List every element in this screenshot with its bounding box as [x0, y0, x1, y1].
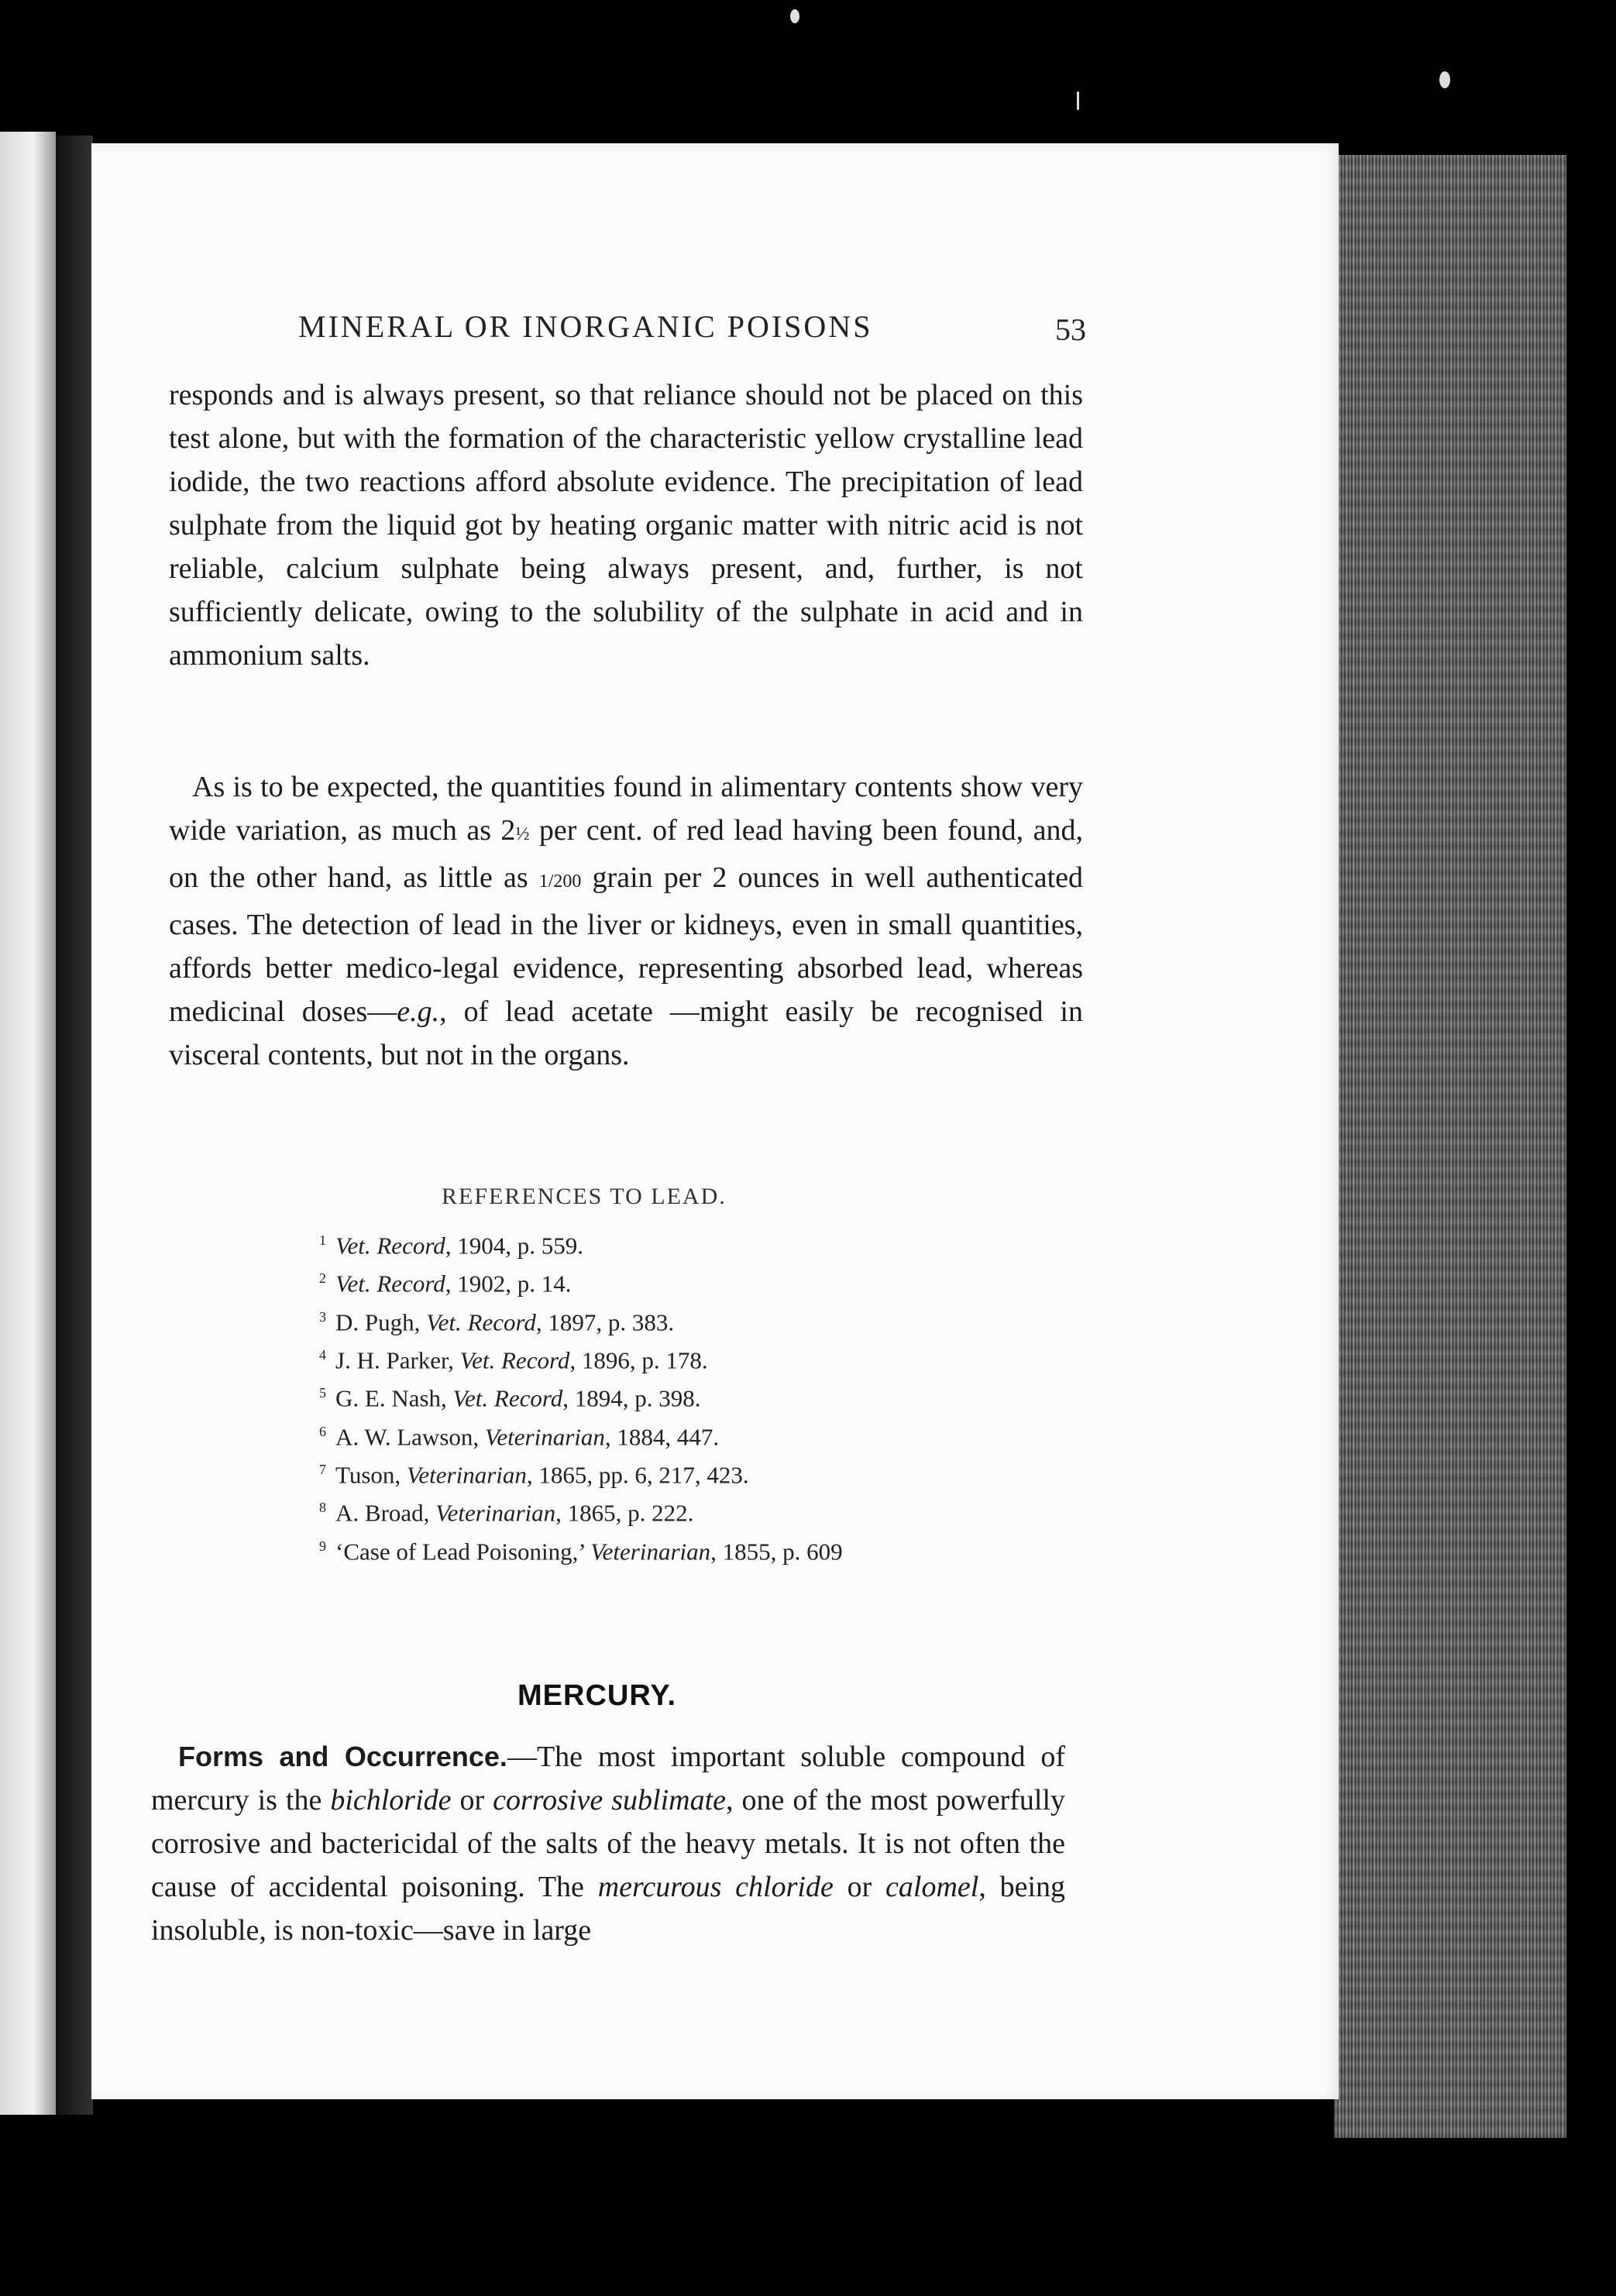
reference-item: [319, 1339, 1094, 1377]
paragraph: [169, 765, 1083, 1077]
dust-speck: [790, 9, 799, 23]
gutter-shadow: [56, 136, 93, 2115]
dust-speck: [1439, 71, 1450, 88]
reference-number: 4: [319, 1346, 326, 1363]
italic-text: bichloride: [330, 1784, 452, 1817]
reference-author: ‘Case of Lead Poisoning,’: [335, 1537, 591, 1565]
reference-journal: Vet. Record: [426, 1308, 536, 1335]
reference-number: 9: [319, 1538, 326, 1554]
run-in-heading: Forms and Occurrence.: [178, 1741, 507, 1772]
italic-text: calomel: [885, 1871, 979, 1903]
reference-journal: Veterinarian: [590, 1537, 711, 1565]
reference-journal: Veterinarian: [406, 1461, 527, 1489]
reference-number: 6: [319, 1423, 326, 1439]
text-run: , one of the most powerfully corrosive and bactericidal of the salts of the heavy metals. It is not often the cause of accidental poisoning. The: [151, 1784, 1065, 1903]
paragraph: [151, 1735, 1065, 1952]
reference-journal: Vet. Record: [459, 1346, 570, 1374]
reference-number: 1: [319, 1232, 326, 1248]
text-run: —The most important soluble compound of mercury is the: [151, 1741, 1065, 1817]
references-title: REFERENCES TO LEAD.: [442, 1184, 727, 1209]
reference-item: [319, 1491, 1094, 1529]
reference-author: G. E. Nash,: [335, 1384, 453, 1412]
reference-number: 8: [319, 1500, 326, 1516]
text-run: , of lead acetate —might easily be recognised in visceral contents, but not in the organs.: [169, 995, 1083, 1071]
fraction: ½: [515, 824, 530, 844]
reference-item: [319, 1453, 1094, 1491]
reference-journal: Vet. Record: [335, 1270, 445, 1298]
reference-item: [319, 1530, 1094, 1568]
section-heading: MERCURY.: [517, 1679, 677, 1712]
reference-citation: , 1855, p. 609: [710, 1537, 843, 1565]
reference-item: [319, 1415, 1094, 1453]
text-run: or: [833, 1871, 886, 1903]
reference-citation: , 1896, p. 178.: [569, 1346, 708, 1374]
reference-journal: Vet. Record: [335, 1232, 445, 1260]
page-stack-edge: [1334, 155, 1566, 2138]
reference-number: 3: [319, 1308, 326, 1325]
running-head: MINERAL OR INORGANIC POISONS: [298, 309, 873, 344]
reference-citation: , 1897, p. 383.: [535, 1308, 675, 1335]
reference-author: A. Broad,: [335, 1499, 436, 1527]
reference-number: 5: [319, 1385, 326, 1401]
reference-citation: , 1865, pp. 6, 217, 423.: [526, 1461, 749, 1489]
reference-author: D. Pugh,: [335, 1308, 427, 1335]
reference-item: [319, 1377, 1094, 1414]
reference-number: 7: [319, 1461, 326, 1477]
text-run: grain per 2 ounces in well authenticated cases. The detection of lead in the liver or kidneys, even in small quantities, affords better medico-legal evidence, representing absorbed lead, whereas medicinal doses—: [169, 861, 1083, 1028]
reference-item: [319, 1262, 1094, 1300]
reference-number: 2: [319, 1270, 326, 1287]
text-run: per cent. of red lead having been found, and, on the other hand, as little as: [169, 814, 1083, 894]
text-run: , being insoluble, is non-toxic—save in large: [151, 1871, 1066, 1947]
reference-journal: Vet. Record: [452, 1384, 563, 1412]
reference-author: A. W. Lawson,: [335, 1422, 485, 1450]
reference-citation: , 1904, p. 559.: [445, 1232, 583, 1260]
page-number: 53: [1055, 312, 1086, 347]
text-run: As is to be expected, the quantities found in alimentary contents show very wide variation, as much as 2: [169, 771, 1083, 847]
reference-journal: Veterinarian: [435, 1499, 556, 1527]
reference-citation: , 1894, p. 398.: [562, 1384, 701, 1412]
reference-citation: , 1884, 447.: [604, 1422, 720, 1450]
left-page-edge: [0, 132, 56, 2115]
reference-author: J. H. Parker,: [335, 1346, 460, 1374]
reference-citation: , 1865, p. 222.: [555, 1499, 694, 1527]
reference-journal: Veterinarian: [484, 1422, 605, 1450]
dust-speck: [1077, 91, 1079, 110]
reference-item: [319, 1224, 1094, 1262]
italic-text: e.g.: [397, 995, 440, 1028]
reference-author: Tuson,: [335, 1461, 407, 1489]
fraction: 1/200: [538, 871, 582, 892]
italic-text: corrosive sublimate: [493, 1784, 727, 1817]
reference-citation: , 1902, p. 14.: [445, 1270, 572, 1298]
paragraph: responds and is always present, so that reliance should not be placed on this test alone, but with the formation of the characteristic yellow crystalline lead iodide, the two reactions afford absolute evidence. The precipitation of lead sulphate from the liquid got by heating organic matter with nitric acid is not reliable, calcium sulphate being always present, and, further, is not sufficiently delicate, owing to the solubility of the sulphate in acid and in ammonium salts.: [169, 379, 1083, 672]
text-run: or: [451, 1784, 493, 1817]
references-list: [319, 1224, 1094, 1568]
reference-item: [319, 1301, 1094, 1339]
italic-text: mercurous chloride: [597, 1871, 834, 1903]
